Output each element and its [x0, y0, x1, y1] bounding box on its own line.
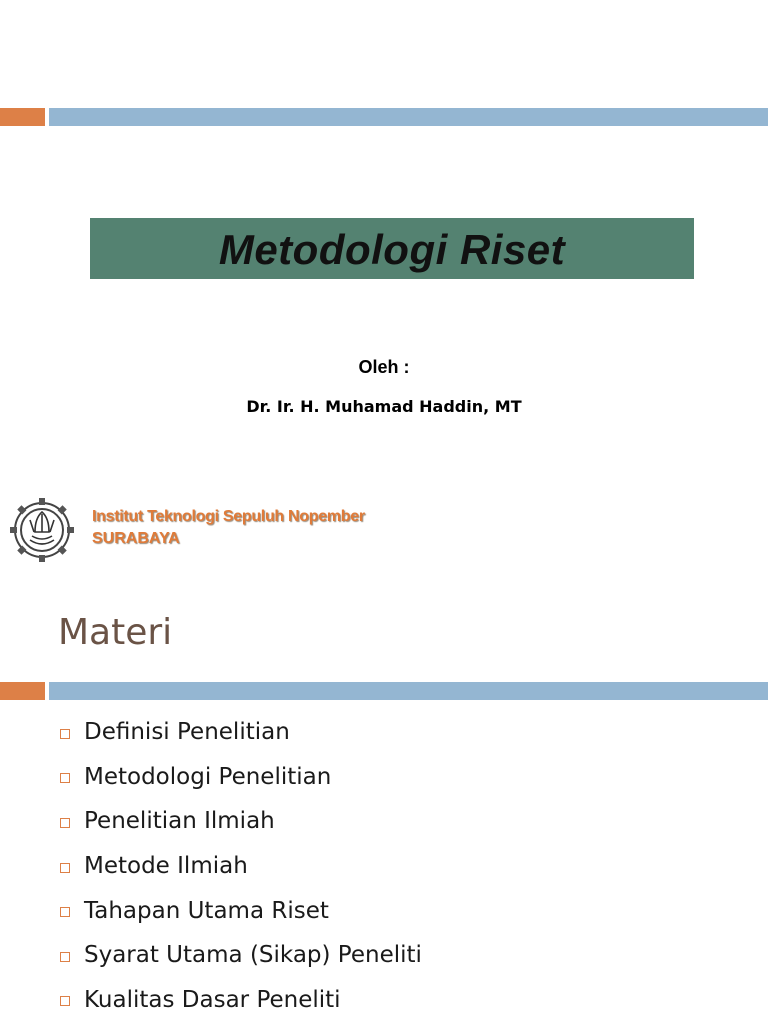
list-item-text: Tahapan Utama Riset: [84, 897, 329, 924]
square-bullet-icon: [60, 996, 70, 1006]
list-item-text: Metode Ilmiah: [84, 853, 248, 880]
slide1-title-box: [90, 218, 694, 279]
by-label: Oleh :: [358, 357, 410, 377]
list-item: [60, 933, 422, 978]
square-bullet-icon: [60, 773, 70, 783]
square-bullet-icon: [60, 729, 70, 739]
institution-city: SURABAYA: [92, 530, 180, 547]
list-item: [60, 799, 422, 844]
square-bullet-icon: [60, 907, 70, 917]
list-item-text: Syarat Utama (Sikap) Peneliti: [84, 942, 422, 969]
accent-orange-block: [0, 108, 45, 126]
slide1-accent-bar: [0, 108, 768, 126]
its-logo-icon: [8, 496, 76, 564]
list-item-text: Definisi Penelitian: [84, 719, 290, 746]
list-item: [60, 978, 422, 1023]
list-item-text: Penelitian Ilmiah: [84, 808, 275, 835]
author-name: Dr. Ir. H. Muhamad Haddin, MT: [246, 397, 522, 416]
accent-orange-block: [0, 682, 45, 700]
accent-blue-bar: [49, 682, 768, 700]
list-item: [60, 844, 422, 889]
square-bullet-icon: [60, 863, 70, 873]
institution-name: Institut Teknologi Sepuluh Nopember: [92, 508, 365, 525]
list-item-text: Kualitas Dasar Peneliti: [84, 986, 341, 1013]
list-item: [60, 710, 422, 755]
list-item-text: Metodologi Penelitian: [84, 763, 332, 790]
list-item: [60, 888, 422, 933]
slide2-title: Materi: [58, 612, 173, 653]
accent-blue-bar: [49, 108, 768, 126]
square-bullet-icon: [60, 818, 70, 828]
list-item: [60, 755, 422, 800]
materi-list: [60, 710, 422, 1022]
slide1-title: Metodologi Riset: [218, 225, 566, 273]
slide2-accent-bar: [0, 682, 768, 700]
square-bullet-icon: [60, 952, 70, 962]
